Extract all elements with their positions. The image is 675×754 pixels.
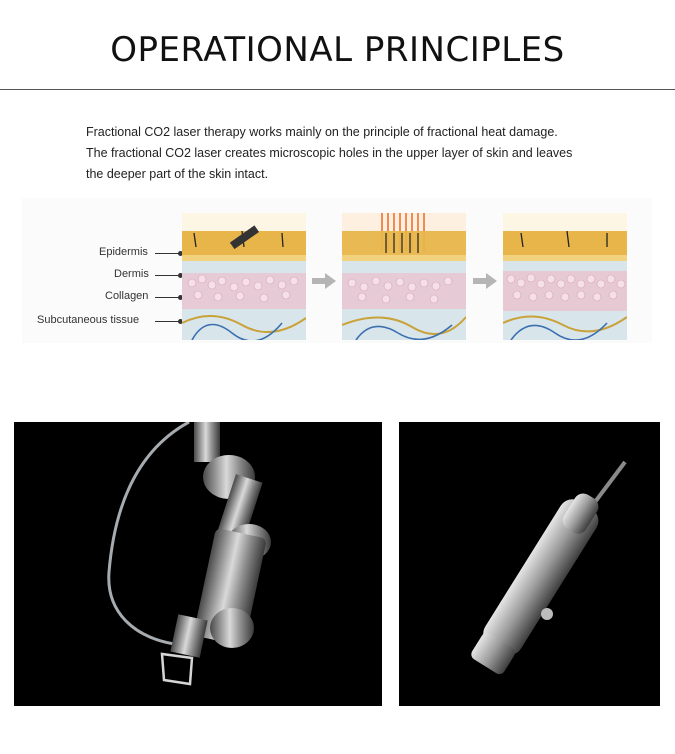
leader-collagen: [155, 297, 180, 298]
label-epidermis: Epidermis: [99, 246, 148, 258]
photo-handpiece-probe: [399, 422, 660, 706]
label-subcutaneous: Subcutaneous tissue: [37, 314, 140, 326]
leader-subcutaneous: [155, 321, 180, 322]
skin-panel-before: [182, 213, 306, 340]
leader-dermis: [155, 275, 180, 276]
arrow-right-icon: [473, 273, 497, 289]
title-divider: [0, 89, 675, 90]
skin-panel-laser: [342, 213, 466, 340]
arrow-right-icon: [312, 273, 336, 289]
leader-epidermis: [155, 253, 180, 254]
skin-diagram: [22, 198, 652, 343]
page-title: OPERATIONAL PRINCIPLES: [110, 30, 565, 70]
photo-articulated-arm: [14, 422, 382, 706]
label-dermis: Dermis: [114, 268, 149, 280]
skin-panel-after: [503, 213, 627, 340]
description-line: Fractional CO2 laser therapy works mainly on the principle of fractional heat damage.: [86, 125, 558, 139]
description-text: [86, 122, 626, 185]
label-collagen: Collagen: [105, 290, 149, 302]
description-line: The fractional CO2 laser creates microscopic holes in the upper layer of skin and leaves: [86, 146, 573, 160]
description-line: the deeper part of the skin intact.: [86, 167, 269, 181]
